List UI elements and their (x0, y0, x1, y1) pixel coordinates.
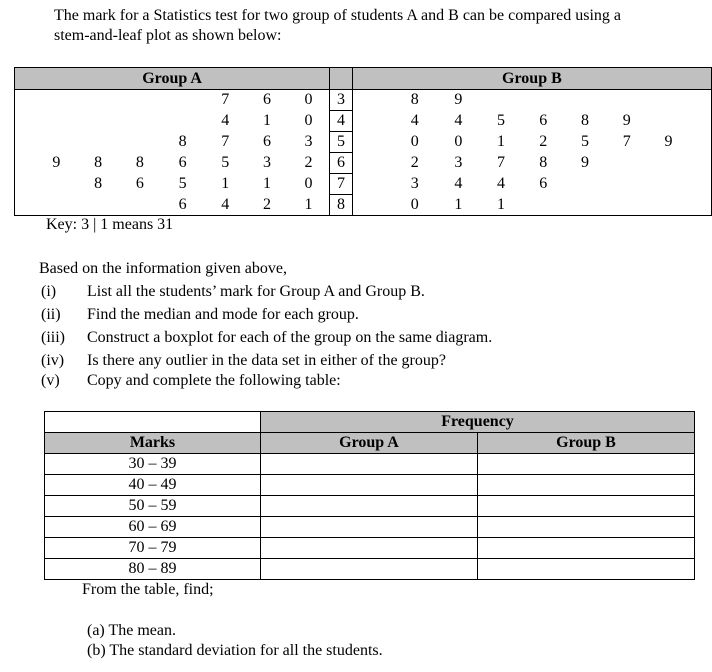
stem-leaf-row (15, 132, 712, 153)
frequency-row (45, 559, 695, 580)
intro-line-1: The mark for a Statistics test for two group of students A and B can be compared using a (54, 7, 621, 24)
group-a-leaf (77, 90, 119, 111)
frequency-row (45, 454, 695, 475)
group-a-leaf (36, 90, 78, 111)
group-a-leaf: 8 (94, 175, 103, 192)
question-number: (i) (41, 283, 57, 300)
group-a-leaf (36, 174, 78, 195)
group-b-leaf (689, 195, 711, 216)
group-b-leaf: 8 (539, 154, 548, 171)
stem-leaf-plot (14, 67, 712, 216)
group-b-leaf: 1 (497, 133, 506, 150)
group-b-frequency-cell[interactable] (478, 475, 695, 496)
empty-header-cell (45, 412, 261, 433)
group-b-leaf: 4 (454, 175, 463, 192)
group-b-leaf: 4 (497, 175, 506, 192)
column-header-row (45, 433, 695, 454)
group-a-leaf: 3 (262, 154, 271, 171)
group-a-leaf: 0 (304, 175, 313, 192)
stem-gap (352, 153, 392, 174)
group-a-frequency-cell[interactable] (261, 475, 478, 496)
question-number: (ii) (41, 306, 61, 323)
group-a-leaf (77, 195, 119, 216)
marks-range: 40 – 49 (45, 475, 261, 496)
group-a-leaf: 0 (304, 91, 313, 109)
stem-value: 3 (330, 90, 353, 111)
stem-leaf-row (15, 90, 712, 111)
group-a-leaf (36, 111, 78, 132)
group-b-leaf (689, 153, 711, 174)
group-b-header: Group B (352, 68, 711, 90)
group-a-leaf: 6 (135, 175, 144, 192)
group-b-frequency-cell[interactable] (478, 559, 695, 580)
group-a-frequency-cell[interactable] (261, 559, 478, 580)
group-a-leaf (15, 90, 36, 111)
frequency-row (45, 496, 695, 517)
group-a-leaf: 2 (304, 154, 313, 171)
group-a-leaf (77, 111, 119, 132)
group-a-leaf: 7 (221, 133, 230, 150)
marks-range: 70 – 79 (45, 538, 261, 559)
group-a-frequency-cell[interactable] (261, 538, 478, 559)
group-b-leaf (648, 153, 690, 174)
question-number: (v) (41, 372, 60, 389)
group-b-leaf: 9 (664, 133, 673, 150)
frequency-table (44, 411, 695, 580)
group-a-header: Group A (261, 433, 478, 454)
group-a-frequency-cell[interactable] (261, 454, 478, 475)
group-b-leaf (648, 195, 690, 216)
group-a-leaf: 7 (221, 91, 230, 109)
group-a-leaf (15, 195, 36, 216)
group-b-leaf: 8 (581, 112, 589, 129)
group-b-leaf: 3 (454, 154, 463, 171)
marks-range: 60 – 69 (45, 517, 261, 538)
group-b-leaf: 6 (539, 112, 548, 129)
group-b-leaf: 1 (454, 195, 463, 213)
group-a-leaf (15, 153, 36, 174)
group-a-leaf (161, 90, 205, 111)
group-a-leaf (36, 195, 78, 216)
intro-text (54, 6, 704, 46)
group-a-leaf: 0 (304, 112, 313, 129)
stem-leaf-row (15, 111, 712, 132)
question-text: Copy and complete the following table: (87, 372, 341, 389)
question-number: (iii) (41, 329, 65, 346)
group-a-leaf: 8 (94, 154, 103, 171)
group-a-leaf: 1 (304, 195, 313, 213)
group-b-leaf (689, 111, 711, 132)
frequency-header-row (45, 412, 695, 433)
group-a-leaf (15, 174, 36, 195)
group-b-frequency-cell[interactable] (478, 517, 695, 538)
group-a-leaf: 3 (304, 133, 313, 150)
question-iii (41, 328, 492, 348)
question-i (41, 282, 425, 302)
group-a-leaf (119, 132, 161, 153)
group-a-leaf: 5 (221, 154, 230, 171)
group-a-leaf (119, 90, 161, 111)
based-on-text: Based on the information given above, (39, 260, 287, 277)
group-b-leaf: 4 (410, 112, 419, 129)
group-b-leaf: 7 (622, 133, 631, 150)
group-b-leaf (606, 174, 648, 195)
stem-leaf-row (15, 153, 712, 174)
frequency-row (45, 538, 695, 559)
group-b-leaf (606, 195, 648, 216)
group-a-leaf (15, 111, 36, 132)
stem-value: 8 (330, 195, 353, 216)
group-a-leaf: 1 (221, 175, 230, 192)
question-text: Is there any outlier in the data set in either of the group? (87, 352, 446, 369)
group-b-leaf: 3 (410, 175, 419, 192)
stem-leaf-row (15, 195, 712, 216)
group-b-leaf: 5 (497, 112, 506, 129)
group-b-leaf: 9 (622, 112, 631, 129)
group-a-leaf: 6 (178, 154, 187, 171)
group-a-leaf: 1 (262, 175, 271, 192)
stem-value: 7 (330, 174, 353, 195)
group-a-leaf (161, 111, 205, 132)
stem-gap (352, 90, 392, 111)
stem-leaf-key: Key: 3 | 1 means 31 (46, 216, 174, 233)
stem-gap (352, 132, 392, 153)
group-a-leaf (36, 132, 78, 153)
group-b-leaf: 7 (497, 154, 506, 171)
stem-value: 6 (330, 153, 353, 174)
group-a-leaf: 8 (135, 154, 144, 171)
group-a-leaf: 5 (178, 175, 187, 192)
question-v (41, 371, 341, 391)
group-b-leaf (606, 153, 648, 174)
group-a-leaf (77, 132, 119, 153)
group-a-frequency-cell[interactable] (261, 496, 478, 517)
question-ii (41, 305, 359, 325)
intro-line-2: stem-and-leaf plot as shown below: (54, 27, 282, 44)
marks-range: 30 – 39 (45, 454, 261, 475)
frequency-row (45, 475, 695, 496)
group-b-leaf: 1 (497, 195, 506, 213)
group-b-leaf: 0 (410, 195, 419, 213)
group-a-frequency-cell[interactable] (261, 517, 478, 538)
group-b-leaf: 8 (410, 91, 419, 109)
group-b-leaf (564, 195, 606, 216)
group-b-leaf (606, 90, 648, 111)
group-a-leaf: 4 (221, 195, 230, 213)
group-a-leaf: 1 (262, 112, 271, 129)
group-b-leaf: 0 (454, 133, 463, 150)
group-b-leaf (648, 111, 690, 132)
group-b-leaf: 2 (410, 154, 419, 171)
marks-header: Marks (45, 433, 261, 454)
group-a-leaf: 6 (262, 133, 271, 150)
question-text: Construct a boxplot for each of the group on the same diagram. (87, 329, 493, 346)
stem-leaf-row (15, 174, 712, 195)
group-a-leaf: 9 (52, 154, 61, 171)
group-a-leaf: 8 (178, 133, 187, 150)
stem-gap (352, 111, 392, 132)
group-b-leaf: 0 (410, 133, 419, 150)
group-b-frequency-cell[interactable] (478, 454, 695, 475)
part-a-text: (a) The mean. (87, 622, 176, 639)
group-a-leaf: 4 (221, 112, 230, 129)
stem-value: 5 (330, 132, 353, 153)
question-number: (iv) (41, 352, 65, 369)
group-b-leaf (564, 174, 606, 195)
group-b-leaf (689, 174, 711, 195)
group-b-leaf: 2 (539, 133, 548, 150)
group-b-leaf (689, 90, 711, 111)
group-b-leaf (689, 132, 711, 153)
group-a-leaf: 6 (262, 91, 271, 109)
frequency-row (45, 517, 695, 538)
question-iv (41, 351, 446, 371)
group-b-frequency-cell[interactable] (478, 538, 695, 559)
stem-header (330, 68, 353, 90)
group-b-leaf: 5 (581, 133, 589, 150)
part-b-text: (b) The standard deviation for all the students. (87, 642, 383, 659)
question-text: Find the median and mode for each group. (87, 306, 359, 323)
stem-value: 4 (330, 111, 353, 132)
stem-gap (352, 195, 392, 216)
group-a-leaf (15, 132, 36, 153)
group-b-leaf: 6 (539, 175, 548, 192)
group-a-leaf: 2 (262, 195, 271, 213)
group-a-leaf (119, 111, 161, 132)
group-b-leaf (564, 90, 606, 111)
group-a-leaf (119, 195, 161, 216)
group-a-header: Group A (15, 68, 330, 90)
stem-leaf-header-row (15, 68, 712, 90)
group-b-leaf (522, 90, 564, 111)
stem-gap (352, 174, 392, 195)
frequency-header: Frequency (261, 412, 695, 433)
group-b-leaf (648, 90, 690, 111)
group-b-leaf (522, 195, 564, 216)
group-a-leaf: 6 (178, 195, 187, 213)
group-b-leaf: 9 (454, 91, 463, 109)
group-b-leaf (648, 174, 690, 195)
group-b-frequency-cell[interactable] (478, 496, 695, 517)
group-b-leaf (480, 90, 523, 111)
marks-range: 50 – 59 (45, 496, 261, 517)
group-b-leaf: 9 (581, 154, 589, 171)
question-text: List all the students’ mark for Group A and Group B. (87, 283, 425, 300)
group-b-leaf: 4 (454, 112, 463, 129)
group-b-header: Group B (478, 433, 695, 454)
from-table-text: From the table, find; (82, 581, 214, 598)
marks-range: 80 – 89 (45, 559, 261, 580)
